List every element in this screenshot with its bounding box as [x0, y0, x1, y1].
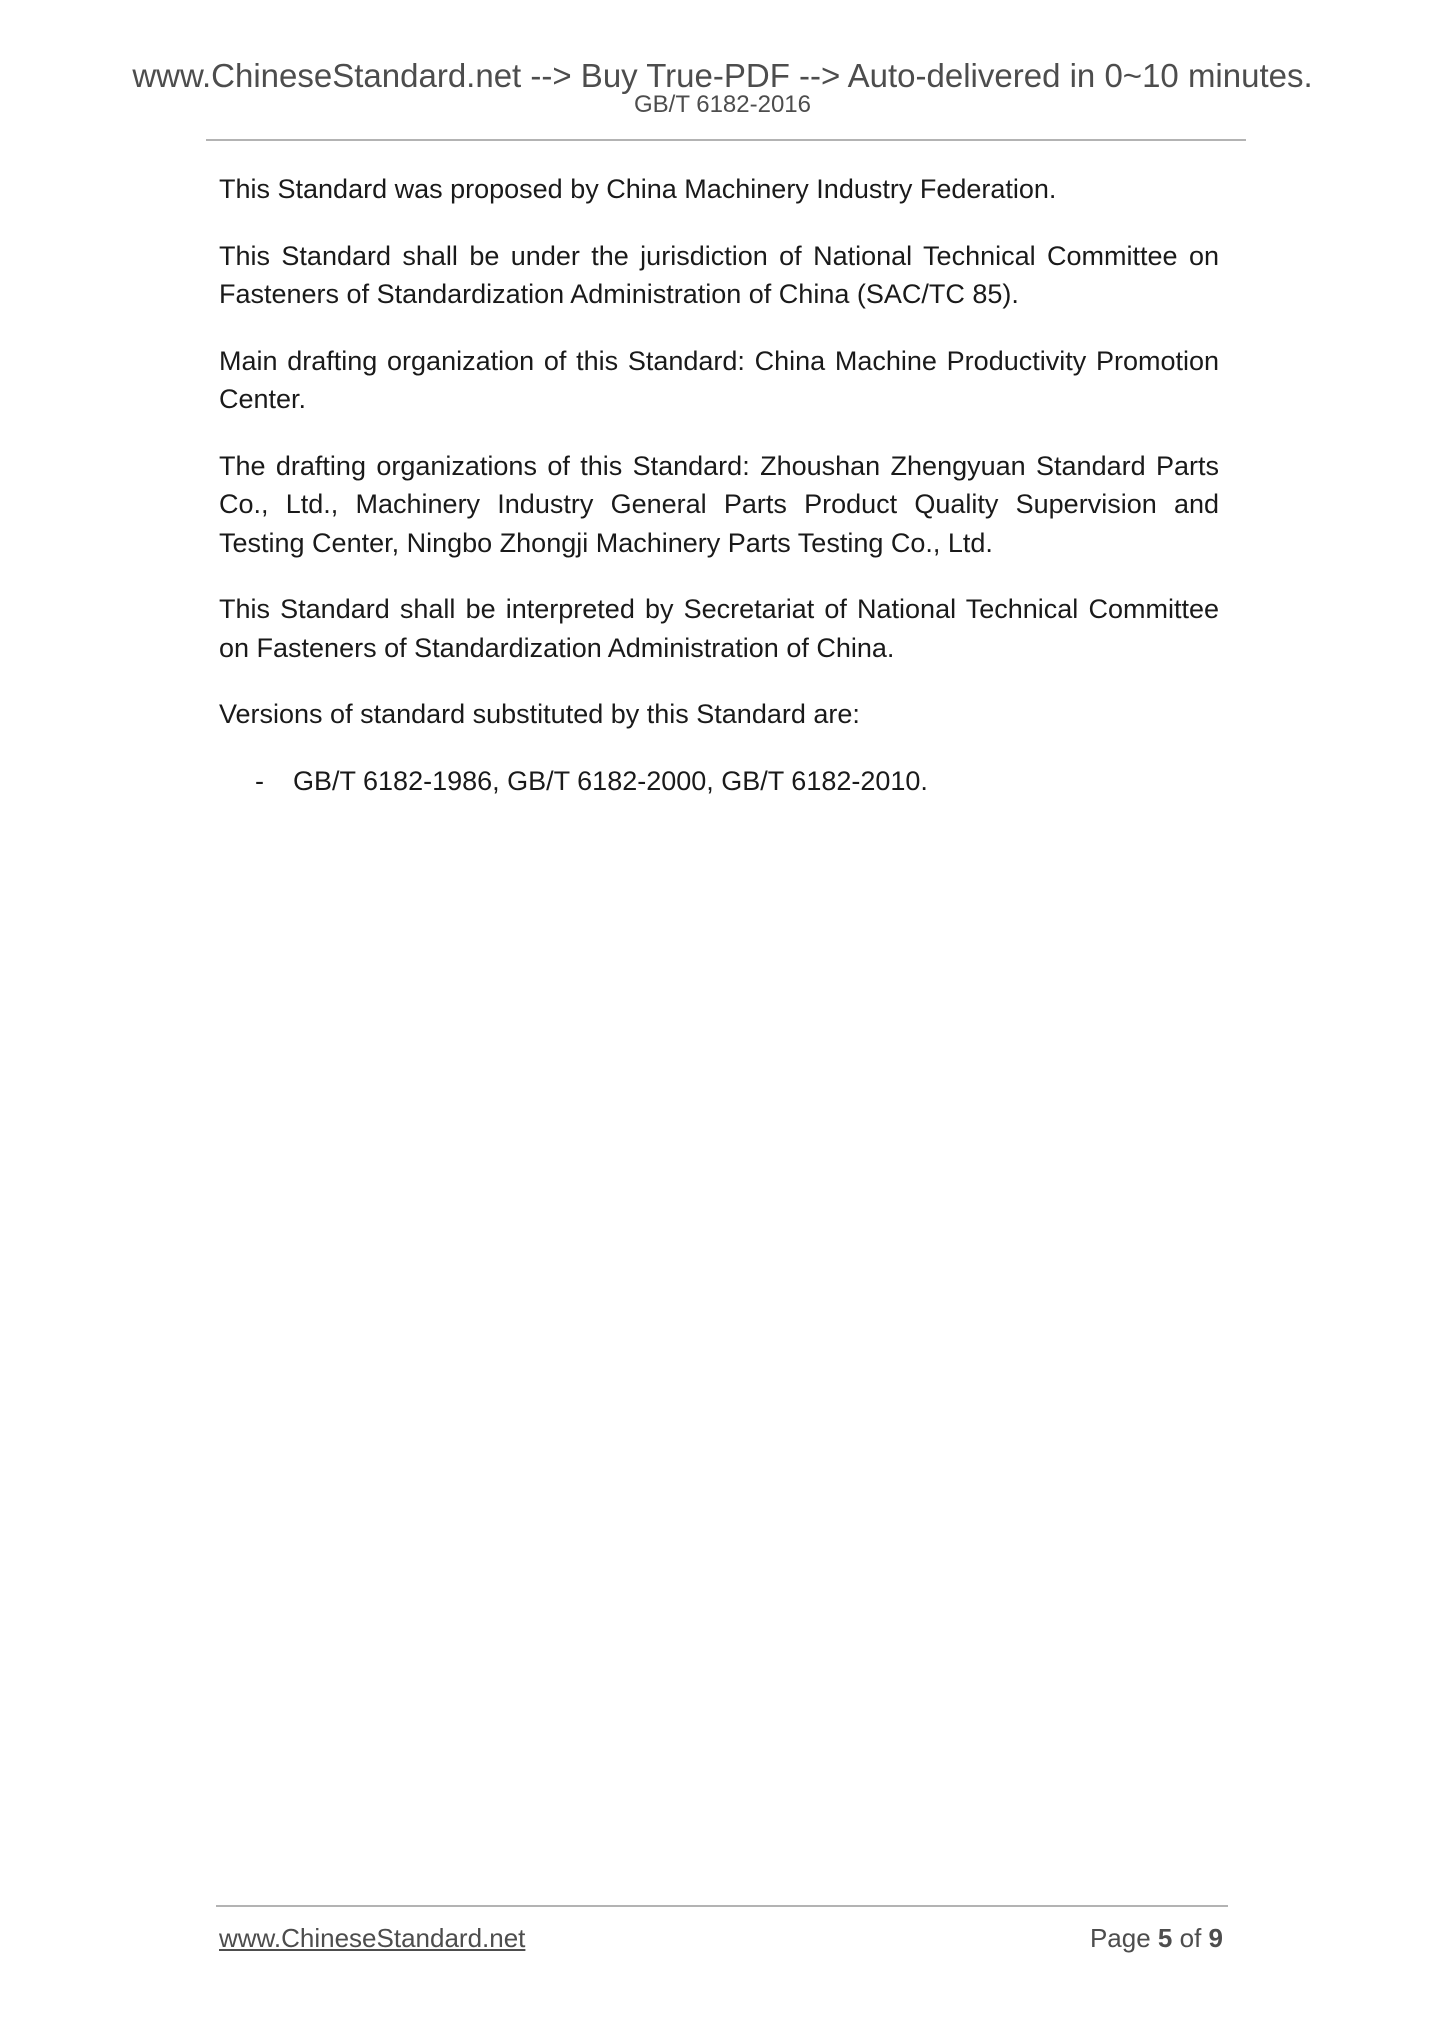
- footer-divider: [216, 1905, 1228, 1907]
- standard-code: GB/T 6182-2016: [633, 91, 811, 118]
- page-current: 5: [1157, 1923, 1173, 1953]
- page-separator: of: [1179, 1923, 1202, 1953]
- header-banner: www.ChineseStandard.net --> Buy True-PDF --> Auto-delivered in 0~10 minutes.: [132, 57, 1313, 94]
- paragraph-jurisdiction: This Standard shall be under the jurisdiction of National Technical Committee on Fasteners of Standardization Administration of China (SAC/TC 85).: [219, 240, 1219, 309]
- page-number: [1090, 1923, 1223, 1953]
- list-item: [219, 762, 1219, 801]
- document-body: [219, 170, 1219, 800]
- page-total: 9: [1208, 1923, 1223, 1953]
- substituted-versions-list: [219, 762, 1219, 801]
- header-divider: [206, 139, 1246, 141]
- footer-site-link[interactable]: www.ChineseStandard.net: [219, 1923, 526, 1953]
- list-bullet: -: [255, 765, 264, 796]
- page-prefix: Page: [1089, 1923, 1151, 1953]
- list-item-text: GB/T 6182-1986, GB/T 6182-2000, GB/T 6182-2010.: [293, 765, 928, 796]
- paragraph-drafting-organizations: The drafting organizations of this Standard: Zhoushan Zhengyuan Standard Parts Co., Ltd., Machinery Industry General Parts Product Quality Supervision and Testing Center, Ningbo Zhongji Machinery Parts Testing Co., Ltd.: [219, 450, 1219, 558]
- paragraph-proposed-by: This Standard was proposed by China Machinery Industry Federation.: [219, 174, 1057, 204]
- paragraph-substituted-versions: Versions of standard substituted by this Standard are:: [219, 699, 860, 729]
- paragraph-main-drafting-organization: Main drafting organization of this Standard: China Machine Productivity Promotion Center.: [219, 345, 1219, 414]
- paragraph-interpretation: This Standard shall be interpreted by Secretariat of National Technical Committee on Fasteners of Standardization Administration of China.: [219, 594, 1219, 663]
